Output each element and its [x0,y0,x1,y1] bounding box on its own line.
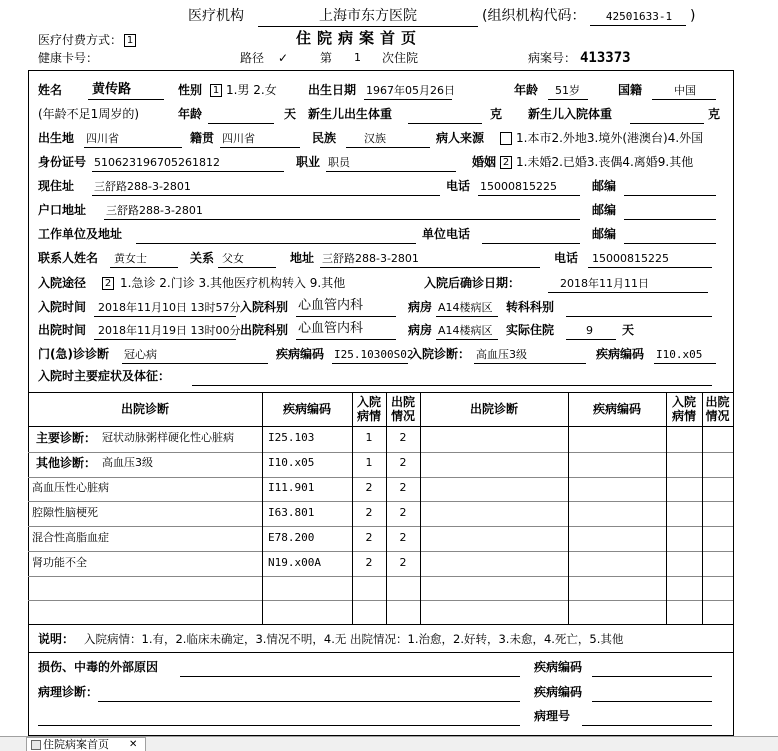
th-code-2: 疾病编码 [592,402,641,416]
row-line [28,576,733,577]
org-name-underline [258,26,478,27]
th-in-condition: 入院 病情 [356,395,381,423]
contact-phone-value[interactable]: 15000815225 [592,252,669,265]
injury-code-field[interactable] [592,676,712,677]
diag-in[interactable]: 2 [365,556,373,569]
source-options: 1.本市2.外地3.境外(港澳台)4.外国 [516,131,704,145]
diag-prefix: 其他诊断： [36,456,97,470]
hukou-value[interactable]: 三舒路288-3-2801 [106,204,203,217]
confirm-underline [548,292,708,293]
id-value[interactable]: 510623196705261812 [94,156,220,169]
org-code-label: (组织机构代码： [482,8,586,24]
work-phone-field[interactable] [482,243,580,244]
birthplace-value[interactable]: 四川省 [86,132,119,145]
id-label: 身份证号 [38,155,87,169]
diag-in[interactable]: 1 [365,456,373,469]
ethnic-label: 民族 [312,131,337,145]
phone-value[interactable]: 15000815225 [480,180,557,193]
injury-code-label: 疾病编码 [534,660,583,674]
col-line [420,392,421,624]
hukou-label: 户口地址 [38,203,87,217]
zip-field[interactable] [624,195,716,196]
diag-code[interactable]: N19.x00A [268,556,321,569]
infant-age-label: 年龄 [178,107,203,121]
stay-label: 实际住院 [506,323,555,337]
name-value[interactable]: 黄传路 [92,82,132,97]
injury-label: 损伤、中毒的外部原因 [38,660,159,674]
diag-out[interactable]: 2 [399,506,407,519]
out-dept-underline [296,339,396,340]
out-dept-label: 出院科别 [240,323,289,337]
transfer-field[interactable] [566,316,712,317]
in-time-label: 入院时间 [38,300,87,314]
in-diag-underline [474,363,586,364]
times-prefix: 第 [320,51,333,65]
pathology-no-label: 病理号 [534,709,571,723]
contact-addr-underline [320,267,540,268]
out-ward-underline [436,339,498,340]
org-label: 医疗机构 [188,8,244,24]
document-icon [31,740,41,750]
col-line [702,392,703,624]
times-value[interactable]: 1 [354,51,361,64]
marital-options: 1.未婚2.已婚3.丧偶4.离婚9.其他 [516,155,694,169]
zip3-field[interactable] [624,243,716,244]
pathology-code-label: 疾病编码 [534,685,583,699]
tab-label: 住院病案首页 [43,738,109,751]
route-box[interactable]: 2 [102,277,114,290]
col-line [568,392,569,624]
path-label: 路径 [240,51,265,65]
in-code-value[interactable]: I10.x05 [656,348,703,361]
origin-label: 籍贯 [190,131,215,145]
gram-unit-2: 克 [708,107,721,121]
in-time-value[interactable]: 2018年11月10日 13时57分 [98,301,241,314]
nation-label: 国籍 [618,83,643,97]
op-code-value[interactable]: I25.10300S02 [334,348,414,361]
in-ward-underline [436,316,498,317]
contact-addr-label: 地址 [290,251,315,265]
relation-value[interactable]: 父女 [222,252,244,265]
relation-underline [218,267,276,268]
row-line [28,501,733,502]
out-time-value[interactable]: 2018年11月19日 13时00分 [98,324,241,337]
diag-prefix: 主要诊断： [36,431,97,445]
pathology-code-field[interactable] [592,701,712,702]
record-no[interactable]: 413373 [580,50,631,66]
sex-label: 性别 [178,83,203,97]
th-diagnosis-2: 出院诊断 [469,402,518,416]
page-title: 住院病案首页 [296,29,423,47]
birth-label: 出生日期 [308,83,357,97]
diag-out[interactable]: 2 [399,456,407,469]
phone-underline [478,195,580,196]
diag-out[interactable]: 2 [399,531,407,544]
birthplace-underline [84,147,182,148]
addr-value[interactable]: 三舒路288-3-2801 [94,180,191,193]
contact-phone-underline [588,267,712,268]
diag-out[interactable]: 2 [399,431,407,444]
diag-name[interactable]: 高血压3级 [102,456,153,469]
row-line [28,526,733,527]
ethnic-underline [346,147,430,148]
infant-note: (年龄不足1周岁的) [38,107,139,121]
route-label: 入院途径 [38,276,87,290]
op-code-underline [332,363,408,364]
diag-out[interactable]: 2 [399,556,407,569]
row-line [28,600,733,601]
work-phone-label: 单位电话 [422,227,471,241]
sex-options: 1.男 2.女 [226,83,277,97]
th-out-condition-2: 出院 情况 [705,395,730,423]
name-underline [88,99,164,100]
pay-method-box[interactable]: 1 [124,34,136,47]
confirm-date[interactable]: 2018年11月11日 [560,277,649,290]
close-icon[interactable]: ✕ [129,739,138,750]
in-dept-label: 入院科别 [240,300,289,314]
pathology-label: 病理诊断： [38,685,99,699]
job-value[interactable]: 职员 [328,156,350,169]
birth-underline [364,99,452,100]
org-name[interactable]: 上海市东方医院 [319,8,417,24]
in-code-underline [654,363,716,364]
contact-underline [110,267,178,268]
times-suffix: 次住院 [382,51,419,65]
op-code-label: 疾病编码 [276,347,325,361]
op-diag-label: 门(急)诊诊断 [38,347,109,361]
note-label: 说明： [38,632,75,646]
nation-underline [652,99,716,100]
in-dept-underline [296,316,396,317]
org-code[interactable]: 42501633-1 [605,10,673,23]
nb-admit-weight-field[interactable] [630,123,704,124]
marital-label: 婚姻 [472,155,497,169]
diag-in[interactable]: 2 [365,506,373,519]
diag-out[interactable]: 2 [399,481,407,494]
source-box[interactable] [500,132,512,145]
nb-birth-weight-field[interactable] [408,123,482,124]
nb-admit-weight-label: 新生儿入院体重 [528,107,613,121]
row-line [28,452,733,453]
record-no-label: 病案号： [528,51,577,65]
ward-label: 病房 [408,300,433,314]
pathology-no-field[interactable] [582,725,712,726]
hukou-underline [104,219,580,220]
th-in-condition-2: 入院 病情 [671,395,696,423]
contact-phone-label: 电话 [554,251,579,265]
diag-code[interactable]: I10.x05 [268,456,315,469]
ward2-label: 病房 [408,323,433,337]
ethnic-value[interactable]: 汉族 [364,132,386,145]
row-line [28,551,733,552]
diag-code[interactable]: I11.901 [268,481,315,494]
table-bottom-line [28,624,733,625]
th-out-condition: 出院 情况 [390,395,415,423]
pathology-field[interactable] [98,701,520,702]
name-label: 姓名 [38,83,63,97]
diag-in[interactable]: 2 [365,481,373,494]
note-divider [28,652,733,653]
in-time-underline [94,316,236,317]
nation-value[interactable]: 中国 [674,84,696,97]
infant-age-field[interactable] [208,123,274,124]
stay-days[interactable]: 9 [586,324,593,337]
work-field[interactable] [136,243,416,244]
zip3-label: 邮编 [592,227,617,241]
diag-name[interactable]: 混合性高脂血症 [32,531,109,544]
route-options: 1.急诊 2.门诊 3.其他医疗机构转入 9.其他 [120,276,346,290]
in-dept-value[interactable]: 心血管内科 [298,298,364,313]
stay-unit: 天 [622,323,635,337]
age-underline [548,99,588,100]
note-text: 入院病情：1.有，2.临床未确定，3.情况不明，4.无 出院情况：1.治愈，2.好转，3.未愈，4.死亡，5.其他 [84,632,624,646]
out-time-underline [94,339,236,340]
diag-name[interactable]: 冠状动脉粥样硬化性心脏病 [102,431,234,444]
birth-value[interactable]: 1967年05月26日 [366,84,455,97]
confirm-label: 入院后确诊日期： [424,276,521,290]
diag-code[interactable]: I63.801 [268,506,315,519]
th-diagnosis: 出院诊断 [120,402,169,416]
age-value[interactable]: 51岁 [555,84,580,97]
id-underline [92,171,284,172]
health-card-label: 健康卡号： [38,51,99,65]
source-label: 病人来源 [436,131,485,145]
age-label: 年龄 [514,83,539,97]
symptom-field[interactable] [192,385,712,386]
birthplace-label: 出生地 [38,131,75,145]
job-underline [326,171,456,172]
contact-label: 联系人姓名 [38,251,99,265]
org-code-close: ) [690,8,696,24]
th-code: 疾病编码 [282,402,331,416]
contact-addr-value[interactable]: 三舒路288-3-2801 [322,252,419,265]
diag-name[interactable]: 高血压性心脏病 [32,481,109,494]
relation-label: 关系 [190,251,215,265]
transfer-label: 转科科别 [506,300,555,314]
sex-box[interactable]: 1 [210,84,222,97]
diag-code[interactable]: I25.103 [268,431,315,444]
in-diag-value[interactable]: 高血压3级 [476,348,527,361]
table-top-line [28,392,733,393]
addr-underline [92,195,440,196]
diag-code[interactable]: E78.200 [268,531,315,544]
out-time-label: 出院时间 [38,323,87,337]
col-line [666,392,667,624]
row-line [28,477,733,478]
pay-method-label: 医疗付费方式： [38,33,123,47]
job-label: 职业 [296,155,321,169]
zip-label: 邮编 [592,179,617,193]
gram-unit-1: 克 [490,107,503,121]
in-diag-label: 入院诊断： [410,347,471,361]
nb-birth-weight-label: 新生儿出生体重 [308,107,393,121]
symptom-label: 入院时主要症状及体征： [38,369,171,383]
diag-name[interactable]: 肾功能不全 [32,556,87,569]
org-code-underline [590,25,686,26]
diag-name[interactable]: 腔隙性脑梗死 [32,506,98,519]
zip2-label: 邮编 [592,203,617,217]
diag-in[interactable]: 2 [365,531,373,544]
path-checkbox[interactable]: ✓ [278,51,289,65]
marital-box[interactable]: 2 [500,156,512,169]
pathology-field-2[interactable] [38,725,520,726]
work-label: 工作单位及地址 [38,227,123,241]
zip2-field[interactable] [624,219,716,220]
table-header-line [28,426,733,427]
origin-value[interactable]: 四川省 [222,132,255,145]
in-ward-value[interactable]: A14楼病区 [438,301,493,314]
tab-record-homepage[interactable] [26,737,146,751]
out-ward-value[interactable]: A14楼病区 [438,324,493,337]
out-dept-value[interactable]: 心血管内科 [298,321,364,336]
contact-value[interactable]: 黄女士 [114,252,147,265]
addr-label: 现住址 [38,179,75,193]
col-line [262,392,263,624]
diag-in[interactable]: 1 [365,431,373,444]
phone-label: 电话 [446,179,471,193]
in-code-label: 疾病编码 [596,347,645,361]
stay-underline [566,339,616,340]
origin-underline [220,147,300,148]
op-diag-value[interactable]: 冠心病 [124,348,157,361]
injury-field[interactable] [180,676,520,677]
day-unit: 天 [284,107,297,121]
op-diag-underline [122,363,268,364]
